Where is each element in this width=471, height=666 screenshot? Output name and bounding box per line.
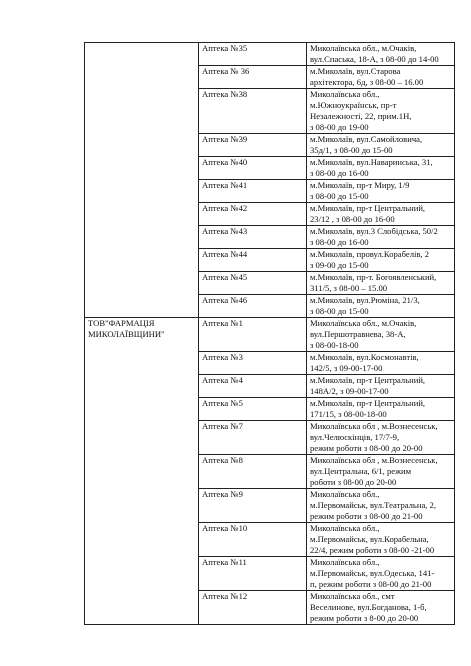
pharmacy-name-cell: Аптека №9 [199,489,307,523]
pharmacy-name-cell: Аптека №8 [199,455,307,489]
pharmacy-address-cell: м.Миколаїв, пр-т Миру, 1/9 з 08-00 до 15-00 [307,180,455,203]
pharmacy-address-cell: Миколаївська обл , м.Вознесенськ, вул.Центральна, 6/1, режим роботи з 08-00 до 20-00 [307,455,455,489]
pharmacy-name-cell: Аптека №38 [199,89,307,134]
pharmacy-name-cell: Аптека №41 [199,180,307,203]
pharmacy-address-cell: м.Миколаїв, пр-т Центральний, 171/15, з 08-00-18-00 [307,398,455,421]
pharmacy-address-cell: м.Миколаїв, вул.Старова архітектора, 6д, з 08-00 – 16.00 [307,66,455,89]
pharmacy-name-cell: Аптека №42 [199,203,307,226]
pharmacy-address-cell: м.Миколаїв, вул.Самойловича, 35д/1, з 08-00 до 15-00 [307,134,455,157]
pharmacy-name-cell: Аптека №7 [199,421,307,455]
pharmacy-address-cell: м.Миколаїв, пр-т Центральний, 148А/2, з 09-00-17-00 [307,375,455,398]
pharmacy-name-cell: Аптека №46 [199,295,307,318]
pharmacy-name-cell: Аптека №40 [199,157,307,180]
pharmacy-name-cell: Аптека №12 [199,591,307,625]
pharmacy-address-cell: м.Миколаїв, вул.Наваринська, 31, з 08-00 до 16-00 [307,157,455,180]
pharmacy-address-cell: Миколаївська обл., м.Очаків, вул.Спаська, 18-А, з 08-00 до 14-00 [307,43,455,66]
pharmacy-address-cell: м.Миколаїв, пр-т Центральний, 23/12 , з 08-00 до 16-00 [307,203,455,226]
pharmacy-address-cell: м.Миколаїв, вул.Космонавтів, 142/5, з 09-00-17-00 [307,352,455,375]
pharmacy-name-cell: Аптека №43 [199,226,307,249]
pharmacy-name-cell: Аптека №10 [199,523,307,557]
pharmacy-address-cell: Миколаївська обл., м.Очаків, вул.Першотравнева, 38-А, з 08-00-18-00 [307,318,455,352]
pharmacy-address-cell: м.Миколаїв, вул.3 Слобідська, 50/2 з 08-00 до 16-00 [307,226,455,249]
pharmacy-name-cell: Аптека №3 [199,352,307,375]
pharmacy-address-cell: Миколаївська обл., м.Первомайськ, вул.Театральна, 2, режим роботи з 08-00 до 21-00 [307,489,455,523]
company-name-cell [85,43,199,318]
pharmacy-name-cell: Аптека №45 [199,272,307,295]
pharmacy-name-cell: Аптека №4 [199,375,307,398]
table-row [85,318,455,352]
pharmacy-name-cell: Аптека №5 [199,398,307,421]
pharmacy-address-cell: Миколаївська обл , м.Вознесенськ, вул.Челюскінців, 17/7-9, режим роботи з 08-00 до 20-00 [307,421,455,455]
pharmacy-table-body [85,43,455,625]
pharmacy-address-cell: Миколаївська обл., м.Первомайськ, вул.Одеська, 141- п, режим роботи з 08-00 до 21-00 [307,557,455,591]
pharmacy-address-cell: Миколаївська обл., м.Первомайськ, вул.Корабельна, 22/4, режим роботи з 08-00 -21-00 [307,523,455,557]
pharmacy-table [84,42,455,625]
pharmacy-name-cell: Аптека №35 [199,43,307,66]
pharmacy-name-cell: Аптека №1 [199,318,307,352]
table-row [85,43,455,66]
pharmacy-name-cell: Аптека №39 [199,134,307,157]
pharmacy-name-cell: Аптека №11 [199,557,307,591]
company-name-cell: ТОВ"ФАРМАЦІЯ МИКОЛАЇВЩИНИ" [85,318,199,625]
pharmacy-address-cell: м.Миколаїв, провул.Корабелів, 2 з 09-00 до 15-00 [307,249,455,272]
pharmacy-name-cell: Аптека №44 [199,249,307,272]
pharmacy-address-cell: м.Миколаїв, пр-т. Богоявленський, 311/5, з 08-00 – 15.00 [307,272,455,295]
pharmacy-address-cell: м.Миколаїв, вул.Рюміна, 21/3, з 08-00 до 15-00 [307,295,455,318]
pharmacy-name-cell: Аптека № 36 [199,66,307,89]
pharmacy-address-cell: Миколаївська обл., м.Южноукраїнськ, пр-т Незалежності, 22, прим.1Н, з 08-00 до 19-00 [307,89,455,134]
pharmacy-address-cell: Миколаївська обл., смт Веселинове, вул.Богданова, 1-б, режим роботи з 8-00 до 20-00 [307,591,455,625]
